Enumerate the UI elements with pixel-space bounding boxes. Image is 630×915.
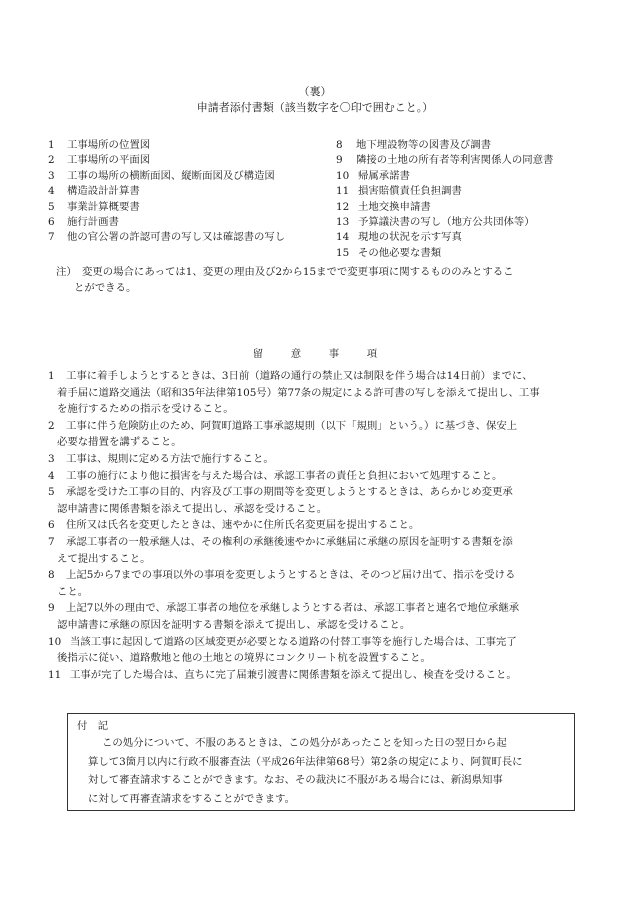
precaution-number: 6 [48,519,55,532]
attachment-label: 隣接の土地の所有者等利害関係人の同意書 [356,154,554,167]
attachment-label: 構造設計計算書 [67,185,140,198]
attachment-item [336,153,626,168]
attachment-item [48,230,348,245]
attachment-item [336,169,626,184]
attachment-number: 1 [48,139,55,151]
remark-box [67,713,575,811]
attachment-item [336,138,626,153]
attachment-number: 8 [336,139,343,151]
attachment-item [48,169,348,184]
precaution-line [48,600,596,617]
attachment-item [336,184,626,199]
attachment-number: 12 [336,200,350,213]
precaution-text: 工事が完了した場合は、直ちに完了届兼引渡書に関係書類を添えて提出し、検査を受けること。 [70,668,517,681]
attachment-label: 帰属承諾書 [358,169,410,182]
precaution-text: 当該工事に起因して道路の区域変更が必要となる道路の付替工事等を施行した場合は、工事完了 [70,635,517,648]
attachment-number: 7 [48,231,55,244]
precaution-line: 認申請書に関係書類を添えて提出し、承認を受けること。 [57,502,328,515]
attachment-item [336,215,626,230]
attachment-number: 9 [336,154,343,167]
precaution-line [48,418,596,435]
attachment-label: 工事の場所の横断面図、縦断面図及び構造図 [67,169,275,182]
attachment-number: 2 [48,154,55,167]
attachment-item [48,200,348,215]
note-line: とができる。 [74,282,137,294]
precaution-text: 工事に着手しようとするときは、3日前（道路の通行の禁止又は制限を伴う場合は14日前）までに、 [66,370,533,382]
heading-char: 項 [366,348,378,360]
precaution-number: 10 [48,635,62,648]
attachment-number: 14 [336,231,350,244]
attachment-item [336,246,626,261]
heading-char: 事 [328,348,340,360]
attachment-label: 損害賠償責任負担調書 [358,185,462,198]
remark-line: 算して3箇月以内に行政不服審査法（平成26年法律第68号）第2条の規定により、阿賀町長に [88,755,523,768]
precaution-text: 工事に伴う危険防止のため、阿賀町道路工事承認規則（以下「規則」という。）に基づき、保安上 [66,419,518,432]
attachment-label: 事業計算概要書 [67,200,140,213]
precaution-line [48,634,596,651]
precaution-text: 上記7以外の理由で、承認工事者の地位を承継しようとする者は、承認工事者と連名で地位承継承 [66,602,520,615]
precaution-line: を施行するための指示を受けること。 [57,403,234,416]
remark-text [77,734,571,808]
precaution-number: 5 [48,486,55,499]
attachment-list-left [48,138,348,246]
precaution-text: 上記5から7までの事項以外の事項を変更しようとするときは、そのつど届け出て、指示を受ける [66,569,516,582]
precaution-text: 工事の施行により他に損害を与えた場合は、承認工事者の責任と負担において処理すること。 [66,469,503,482]
precaution-number: 4 [48,469,55,482]
attachment-item [48,138,348,153]
attachment-number: 11 [336,185,350,198]
reverse-side-mark: （裏） [298,85,332,98]
attachment-number: 10 [336,169,350,182]
precaution-line [48,468,596,485]
attachment-label: 土地交換申請書 [358,200,431,213]
attachment-label: 現地の状況を示す写真 [358,231,462,244]
precaution-text: 工事は、規則に定める方法で施行すること。 [66,452,274,465]
precaution-number: 7 [48,535,55,548]
attachment-item [48,184,348,199]
precaution-number: 1 [48,370,55,382]
precaution-number: 11 [48,668,62,681]
precaution-text: 住所又は氏名を変更したときは、速やかに住所氏名変更届を提出すること。 [66,519,420,532]
remark-heading: 付 記 [77,720,109,732]
remark-line: この処分について、不服のあるときは、この処分があったことを知った日の翌日から起 [102,737,507,749]
precaution-number: 8 [48,569,55,582]
attachment-number: 6 [48,215,55,228]
attachment-item [48,153,348,168]
attachment-number: 15 [336,246,350,259]
remark-line: 対して審査請求することができます。なお、その裁決に不服がある場合には、新潟県知事 [88,774,503,787]
precaution-line: えて提出すること。 [57,552,151,565]
precautions-heading [0,346,630,362]
precaution-line [48,517,596,534]
attachment-number: 4 [48,185,55,198]
note-line: 注） 変更の場合にあっては1、変更の理由及び2から15までで変更事項に関するもののみとするこ [56,266,514,278]
precaution-line: 後指示に従い、道路敷地と他の土地との境界にコンクリート杭を設置すること。 [57,652,431,665]
attachment-note [56,264,586,296]
precaution-line [48,451,596,468]
precaution-line [48,567,596,584]
heading-char: 留 [252,348,264,360]
precaution-line: 必要な措置を講ずること。 [57,436,182,449]
attachment-item [336,230,626,245]
attachment-label: 工事場所の平面図 [67,154,151,167]
precaution-text: 承認工事者の一般承継人は、その権利の承継後速やかに承継届に承継の原因を証明する書類を添 [66,535,513,548]
precaution-line [48,368,596,385]
attachment-label: 施行計画書 [67,215,119,228]
heading-char: 意 [290,348,302,360]
precaution-line: 認申請書に承継の原因を証明する書類を添えて提出し、承認を受けること。 [57,618,411,631]
attachment-label: 他の官公署の許認可書の写し又は確認書の写し [67,231,286,244]
attachment-item [48,215,348,230]
precaution-line [48,484,596,501]
attachment-label: 工事場所の位置図 [67,139,151,151]
attachment-label: 地下埋設物等の図書及び調書 [356,139,492,151]
precaution-line: 着手届に道路交通法（昭和35年法律第105号）第77条の規定による許可書の写しを添えて提出し、工事 [57,386,540,399]
attachment-number: 5 [48,200,55,213]
precaution-line: こと。 [57,585,89,598]
precaution-line [48,667,596,684]
precautions-list [48,368,596,683]
precaution-number: 3 [48,452,55,465]
attachment-item [336,200,626,215]
attachment-list-right [336,138,626,261]
attachment-label: その他必要な書類 [358,246,442,259]
remark-line: に対して再審査請求をすることができます。 [88,792,295,805]
precaution-number: 2 [48,419,55,432]
attachment-number: 3 [48,169,55,182]
attachment-number: 13 [336,215,350,228]
precaution-text: 承認を受けた工事の目的、内容及び工事の期間等を変更しようとするときは、あらかじめ変更承 [66,486,513,499]
attachment-label: 予算議決書の写し（地方公共団体等） [358,215,535,228]
precaution-line [48,534,596,551]
attachment-title: 申請者添付書類（該当数字を〇印で囲むこと。） [196,101,434,114]
precaution-number: 9 [48,602,55,615]
